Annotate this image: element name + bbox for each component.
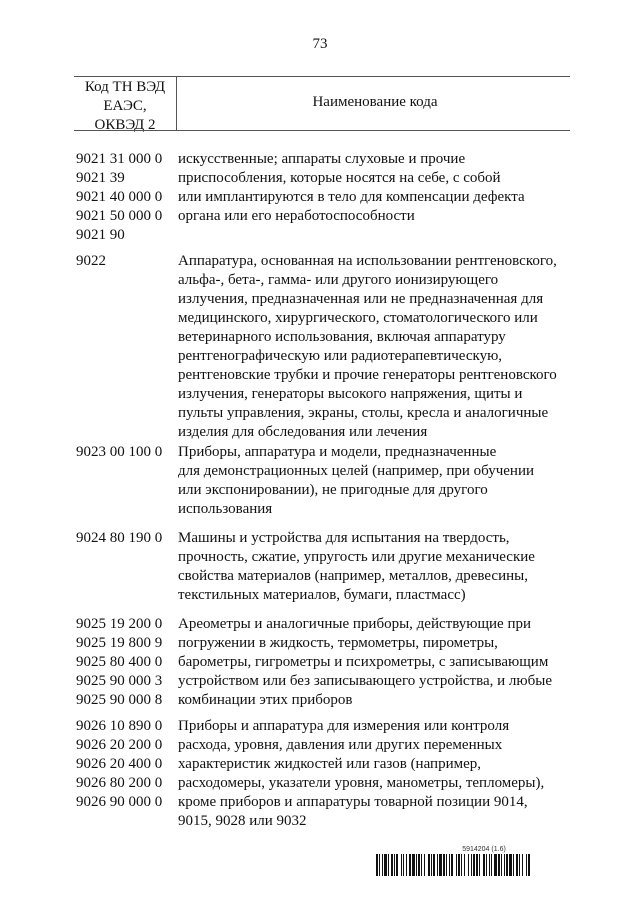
row-description <box>178 150 572 226</box>
description-line: излучения, генераторы высокого напряжения, щиты и <box>178 386 523 402</box>
header-code-column <box>74 78 176 135</box>
code-cell: 9021 40 000 0 <box>76 189 163 205</box>
page-number: 73 <box>312 36 328 52</box>
description-line: комбинации этих приборов <box>178 692 353 708</box>
description-line: погружении в жидкость, термометры, пирометры, <box>178 635 498 651</box>
code-cell: 9021 90 <box>76 227 125 243</box>
code-cell: 9026 80 200 0 <box>76 775 163 791</box>
row-description <box>178 717 572 831</box>
header-code-line: ЕАЭС, <box>103 98 147 114</box>
row-description <box>178 529 572 605</box>
header-code-line: Код ТН ВЭД <box>84 79 166 95</box>
table-top-rule <box>74 76 570 77</box>
code-cell: 9025 90 000 3 <box>76 673 163 689</box>
description-line: или экспонировании), не пригодные для другого <box>178 482 488 498</box>
row-description <box>178 615 572 710</box>
description-line: барометры, гигрометры и психрометры, с записывающим <box>178 654 549 670</box>
description-line: характеристик жидкостей или газов (например, <box>178 756 482 772</box>
description-line: Приборы и аппаратура для измерения или контроля <box>178 718 510 734</box>
header-code-line: ОКВЭД 2 <box>94 117 156 133</box>
description-line: свойства материалов (например, металлов, древесины, <box>178 568 528 584</box>
description-line: искусственные; аппараты слуховые и прочие <box>178 151 466 167</box>
code-cell: 9026 20 400 0 <box>76 756 163 772</box>
row-codes <box>76 529 176 548</box>
description-line: пульты управления, экраны, столы, кресла и аналогичные <box>178 405 549 421</box>
description-line: альфа-, бета-, гамма- или другого ионизирующего <box>178 272 499 288</box>
row-codes <box>76 252 176 271</box>
description-line: 9015, 9028 или 9032 <box>178 813 307 829</box>
description-line: расходомеры, указатели уровня, манометры, тепломеры), <box>178 775 545 791</box>
description-line: кроме приборов и аппаратуры товарной позиции 9014, <box>178 794 528 810</box>
barcode-block <box>376 846 572 881</box>
description-line: рентгенографическую или радиотерапевтическую, <box>178 348 503 364</box>
description-line: для демонстрационных целей (например, при обучении <box>178 463 535 479</box>
code-cell: 9021 31 000 0 <box>76 151 163 167</box>
table-header-rule <box>74 130 570 131</box>
row-codes <box>76 443 176 462</box>
description-line: прочность, сжатие, упругость или другие механические <box>178 549 535 565</box>
description-line: Аппаратура, основанная на использовании рентгеновского, <box>178 253 557 269</box>
code-cell: 9026 10 890 0 <box>76 718 163 734</box>
code-cell: 9022 <box>76 253 106 269</box>
description-line: Ареометры и аналогичные приборы, действующие при <box>178 616 532 632</box>
code-cell: 9025 19 200 0 <box>76 616 163 632</box>
code-cell: 9023 00 100 0 <box>76 444 163 460</box>
description-line: рентгеновские трубки и прочие генераторы рентгеновского <box>178 367 557 383</box>
barcode-number: 5914204 (1.6) <box>462 846 506 853</box>
row-description <box>178 443 572 519</box>
description-line: приспособления, которые носятся на себе, с собой <box>178 170 501 186</box>
description-line: медицинского, хирургического, стоматологического или <box>178 310 538 326</box>
code-cell: 9021 39 <box>76 170 125 186</box>
code-cell: 9021 50 000 0 <box>76 208 163 224</box>
code-cell: 9025 19 800 9 <box>76 635 163 651</box>
description-line: текстильных материалов, бумаги, пластмасс) <box>178 587 466 603</box>
row-codes <box>76 615 176 710</box>
row-description <box>178 252 572 442</box>
row-codes <box>76 717 176 812</box>
description-line: органа или его неработоспособности <box>178 208 415 224</box>
description-line: использования <box>178 501 273 517</box>
description-line: ветеринарного использования, включая аппаратуру <box>178 329 506 345</box>
description-line: расхода, уровня, давления или других переменных <box>178 737 503 753</box>
description-line: Машины и устройства для испытания на твердость, <box>178 530 510 546</box>
code-cell: 9025 80 400 0 <box>76 654 163 670</box>
row-codes <box>76 150 176 245</box>
header-name-column: Наименование кода <box>312 94 438 110</box>
code-cell: 9026 90 000 0 <box>76 794 163 810</box>
description-line: изделия для обследования или лечения <box>178 424 428 440</box>
code-cell: 9026 20 200 0 <box>76 737 163 753</box>
code-cell: 9024 80 190 0 <box>76 530 163 546</box>
barcode-graphic <box>376 854 572 876</box>
description-line: Приборы, аппаратура и модели, предназначенные <box>178 444 497 460</box>
header-column-divider <box>176 77 177 130</box>
description-line: или имплантируются в тело для компенсации дефекта <box>178 189 525 205</box>
description-line: устройством или без записывающего устройства, и любые <box>178 673 552 689</box>
code-cell: 9025 90 000 8 <box>76 692 163 708</box>
description-line: излучения, предназначенная или не предназначенная для <box>178 291 544 307</box>
